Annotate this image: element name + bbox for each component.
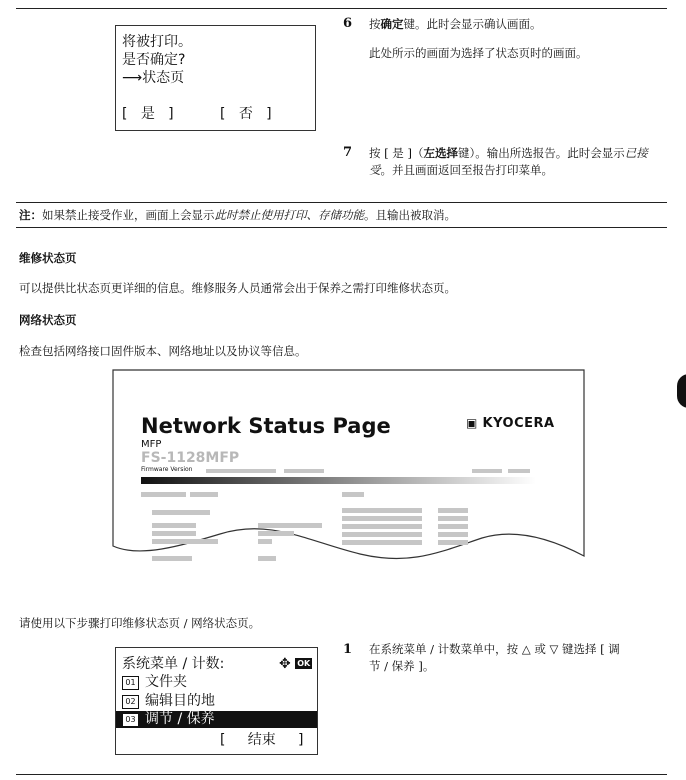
lcd-nav-indicator	[279, 656, 312, 672]
instruction-text: 请使用以下步骤打印维修状态页 / 网络状态页。	[19, 616, 261, 630]
menu-item-edit-destination[interactable]: 02 编辑目的地	[122, 693, 215, 709]
left-select-key-label: 左选择	[423, 146, 458, 160]
network-page-description: 检查包括网络接口固件版本、网络地址以及协议等信息。	[19, 344, 307, 358]
menu-item-number: 02	[122, 695, 139, 709]
no-softkey[interactable]: [ 否 ]	[220, 106, 272, 122]
step-1-line-2: 节 / 保养 ]。	[369, 659, 435, 673]
step-7-number: 7	[343, 145, 353, 160]
sample-page-firmware-label: Firmware Version	[141, 466, 193, 473]
firmware-gradient-bar	[141, 477, 536, 484]
maintenance-page-description: 可以提供比状态页更详细的信息。维修服务人员通常会出于保养之需打印维修状态页。	[19, 281, 456, 295]
maintenance-page-heading: 维修状态页	[19, 251, 77, 265]
lcd-confirm-screen	[115, 25, 316, 131]
network-page-heading: 网络状态页	[19, 313, 77, 327]
note-bottom-rule	[16, 227, 667, 228]
sample-page-model: FS-1128MFP	[141, 450, 240, 466]
ok-key-label: 确定	[380, 17, 404, 31]
ok-icon: OK	[297, 659, 311, 668]
lcd-menu-title: 系统菜单 / 计数:	[122, 656, 225, 672]
menu-item-folder[interactable]: 01 文件夹	[122, 674, 187, 690]
lcd-system-menu-screen	[115, 647, 318, 755]
bottom-rule	[16, 774, 667, 775]
menu-item-adjust-maintenance[interactable]: 03 调节 / 保养	[116, 711, 317, 728]
four-way-arrow-icon: ✥	[279, 656, 291, 672]
step-6-subtext: 此处所示的画面为选择了状态页时的画面。	[369, 46, 588, 60]
step-1-line-1: 在系统菜单 / 计数菜单中，按 △ 或 ▽ 键选择 [ 调	[369, 642, 620, 656]
note-top-rule	[16, 202, 667, 203]
sample-page-title: Network Status Page	[141, 414, 391, 438]
sample-page-mfp: MFP	[141, 439, 162, 450]
step-1-number: 1	[343, 642, 353, 657]
page-edge-tab	[677, 374, 686, 408]
lcd-line-1: 将被打印。	[122, 34, 192, 50]
step-6-text: 按确定键。此时会显示确认画面。	[369, 17, 542, 31]
menu-item-number: 01	[122, 676, 139, 690]
step-7-text: 按 [ 是 ]（左选择键）。输出所选报告。此时会显示已接受。并且画面返回至报告打印菜单。	[369, 146, 648, 177]
end-softkey[interactable]: [ 结束 ]	[220, 732, 304, 748]
top-rule	[16, 8, 667, 9]
yes-softkey[interactable]: [ 是 ]	[122, 106, 174, 122]
note-text: 注：如果禁止接受作业，画面上会显示此时禁止使用打印、存储功能。且输出被取消。	[19, 208, 456, 222]
lcd-line-2: 是否确定?	[122, 52, 186, 68]
lcd-line-3: ⟶状态页	[122, 70, 185, 86]
step-6-number: 6	[343, 16, 353, 31]
kyocera-logo: ▣ KYOCERA	[466, 416, 555, 431]
arrow-icon: ⟶	[122, 70, 143, 86]
menu-item-number: 03	[122, 713, 139, 727]
